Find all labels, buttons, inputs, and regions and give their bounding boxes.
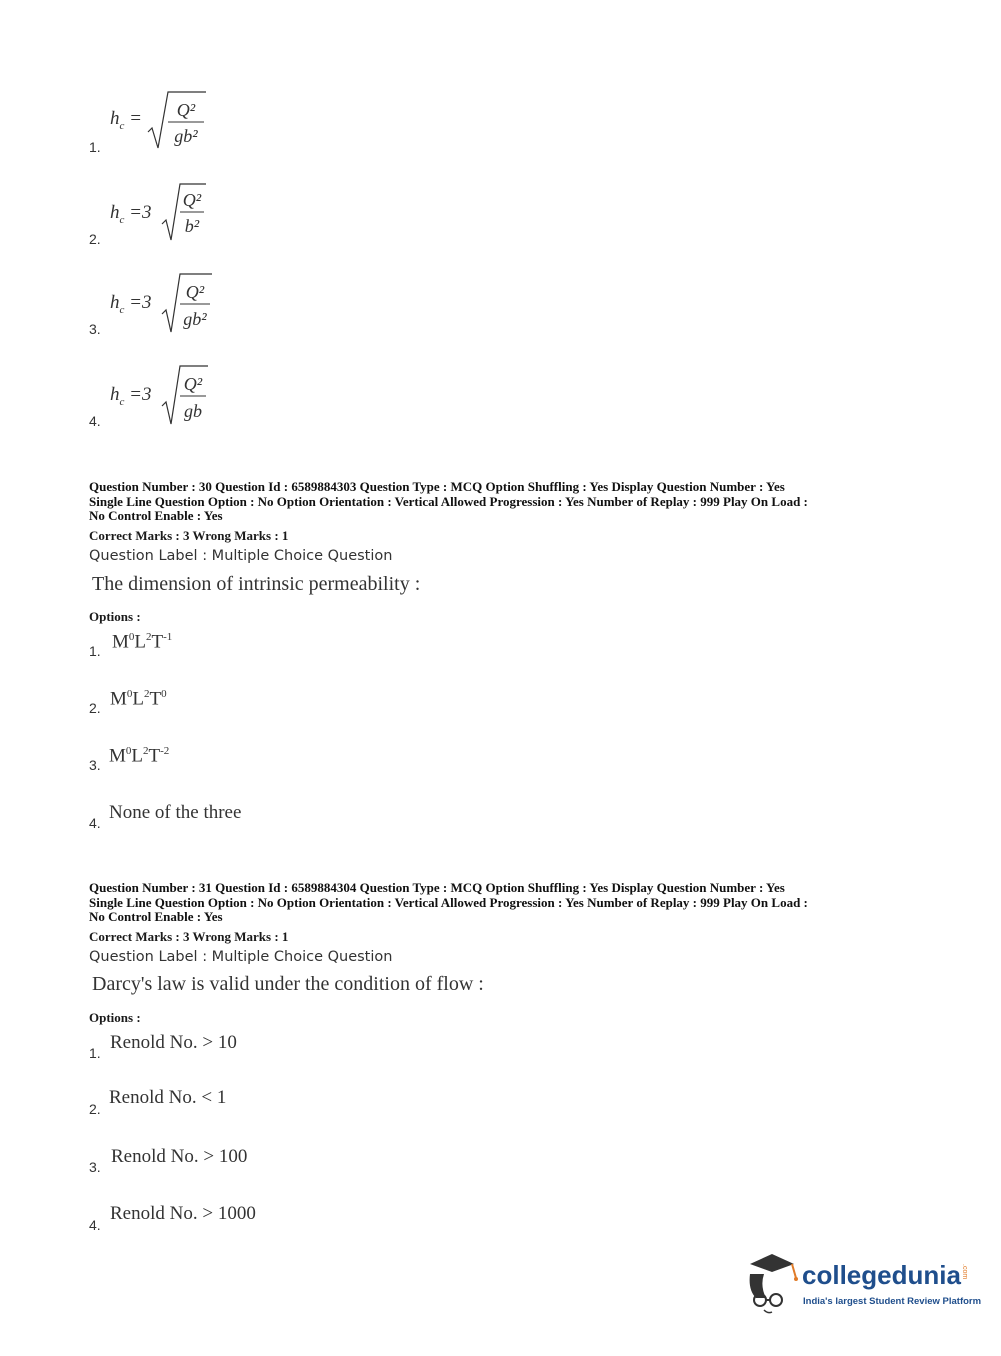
formula-numerator: Q² — [176, 100, 196, 120]
formula-numerator: Q² — [185, 282, 205, 302]
option-dimension: $M^0L^2T^0$ — [110, 688, 167, 710]
question-meta — [89, 480, 919, 524]
mascot-icon — [742, 1250, 802, 1318]
option-number: 1. — [89, 139, 101, 155]
formula-lhs: $h_c$ = — [110, 108, 142, 132]
option-text: None of the three — [109, 802, 242, 823]
formula-option-2 — [110, 180, 220, 250]
meta-line: No Control Enable : Yes — [89, 909, 223, 924]
option-number: 2. — [89, 700, 101, 716]
question-marks: Correct Marks : 3 Wrong Marks : 1 — [89, 528, 289, 543]
formula-option-3 — [110, 270, 220, 340]
option-number: 3. — [89, 1159, 101, 1175]
options-label: Options : — [89, 1010, 141, 1025]
meta-line: Single Line Question Option : No Option Orientation : Vertical Allowed Progression : Yes Number of Replay : 999 Play On Load : — [89, 894, 808, 910]
formula-numerator: Q² — [182, 190, 202, 210]
option-dimension: $M^0L^2T^{-1}$ — [112, 631, 173, 653]
meta-line: Question Number : 30 Question Id : 6589884303 Question Type : MCQ Option Shuffling : Yes Display Question Number : Yes — [89, 479, 785, 494]
question-text: The dimension of intrinsic permeability : — [92, 573, 421, 595]
formula-denominator: gb — [184, 401, 202, 421]
option-number: 2. — [89, 231, 101, 247]
formula-denominator: gb² — [183, 309, 207, 329]
option-text: Renold No. > 1000 — [110, 1203, 256, 1224]
question-label: Question Label : Multiple Choice Question — [89, 949, 393, 965]
options-label: Options : — [89, 609, 141, 624]
question-text: Darcy's law is valid under the condition of flow : — [92, 973, 484, 995]
option-number: 2. — [89, 1101, 101, 1117]
logo-brand: collegedunia — [802, 1260, 961, 1290]
option-text: Renold No. > 100 — [111, 1146, 248, 1167]
option-dimension: $M^0L^2T^{-2}$ — [109, 745, 170, 767]
meta-line: Question Number : 31 Question Id : 6589884304 Question Type : MCQ Option Shuffling : Yes Display Question Number : Yes — [89, 880, 785, 895]
formula-lhs: $h_c =3$ — [110, 202, 152, 226]
collegedunia-logo — [742, 1250, 982, 1318]
question-meta — [89, 881, 919, 925]
option-number: 4. — [89, 815, 101, 831]
option-number: 1. — [89, 1045, 101, 1061]
meta-line: No Control Enable : Yes — [89, 508, 223, 523]
sqrt-radical — [162, 180, 222, 250]
formula-denominator: b² — [184, 216, 200, 236]
logo-dotcom: .com — [961, 1264, 968, 1280]
option-number: 1. — [89, 643, 101, 659]
option-number: 3. — [89, 757, 101, 773]
question-marks: Correct Marks : 3 Wrong Marks : 1 — [89, 929, 289, 944]
formula-numerator: Q² — [183, 374, 203, 394]
formula-lhs: $h_c =3$ — [110, 292, 152, 316]
sqrt-radical — [162, 270, 222, 340]
logo-tagline: India's largest Student Review Platform — [803, 1296, 982, 1307]
sqrt-radical — [162, 362, 222, 432]
question-label: Question Label : Multiple Choice Question — [89, 548, 393, 564]
option-text: Renold No. < 1 — [109, 1087, 227, 1108]
option-number: 3. — [89, 321, 101, 337]
formula-lhs: $h_c =3$ — [110, 384, 152, 408]
formula-option-1 — [110, 88, 220, 158]
option-text: Renold No. > 10 — [110, 1032, 237, 1053]
meta-line: Single Line Question Option : No Option Orientation : Vertical Allowed Progression : Yes Number of Replay : 999 Play On Load : — [89, 493, 808, 509]
formula-denominator: gb² — [174, 126, 198, 146]
option-number: 4. — [89, 413, 101, 429]
sqrt-radical — [148, 88, 208, 158]
option-number: 4. — [89, 1217, 101, 1233]
formula-option-4 — [110, 362, 220, 432]
